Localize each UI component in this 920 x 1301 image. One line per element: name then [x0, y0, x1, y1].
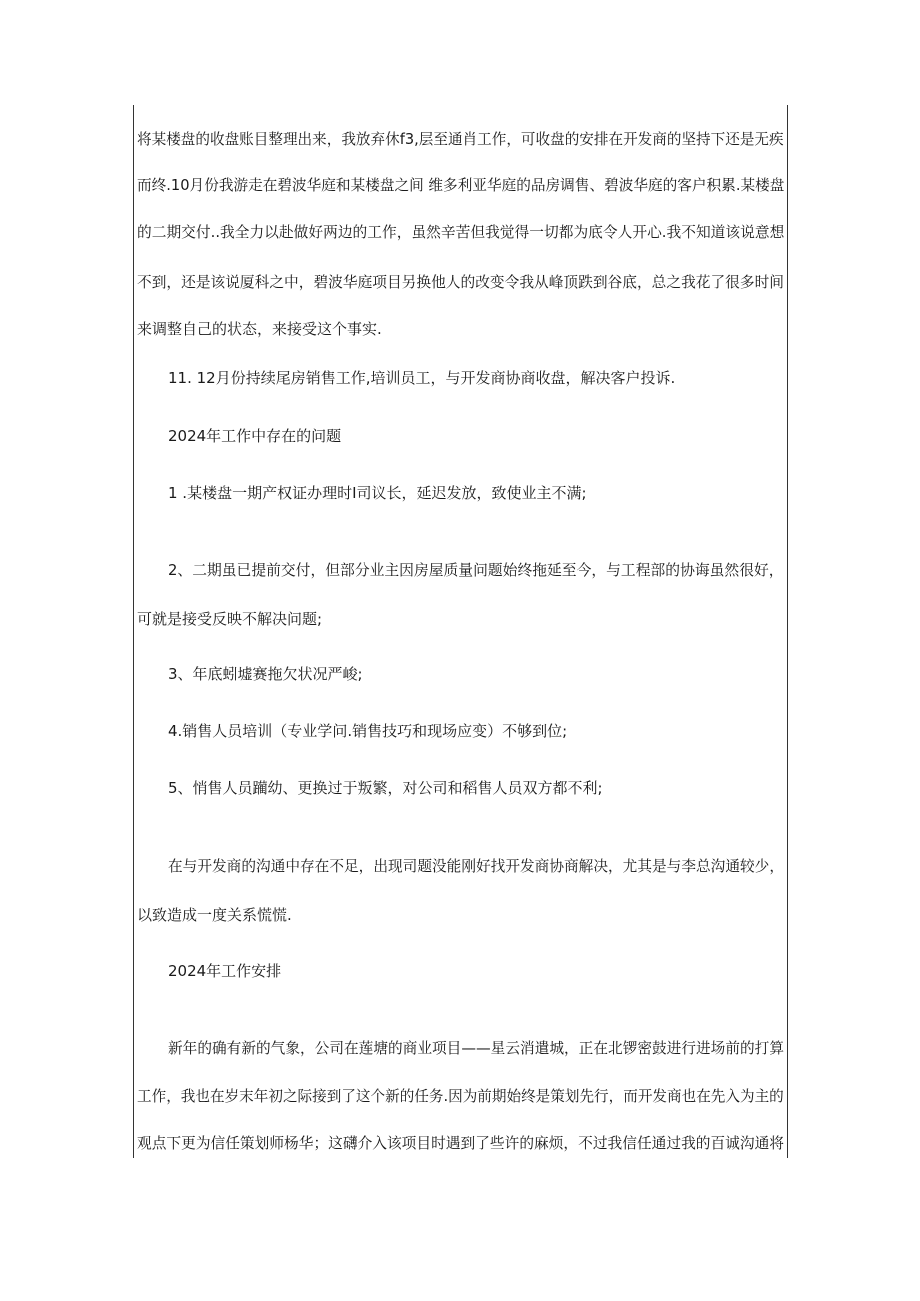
section-heading-problems: 2024年工作中存在的问题: [168, 427, 342, 445]
paragraph-line: 而终.10月份我游走在碧波华庭和某楼盘之间 维多利亚华庭的品房调售、碧波华庭的客户积累.某楼盘: [137, 176, 785, 194]
paragraph-line: 工作，我也在岁末年初之际接到了这个新的任务.因为前期始终是策划先行，而开发商也在先入为主的: [137, 1087, 784, 1105]
paragraph-line: 的二期交付..我全力以赴做好两边的工作，虽然辛苦但我觉得一切都为底令人开心.我不知道该说意想: [137, 223, 785, 241]
right-border-line: [787, 105, 788, 1158]
paragraph-line: 观点下更为信任策划师杨华；这礴介入该项目时遇到了些许的麻烦，不过我信任通过我的百诚沟通将: [137, 1134, 785, 1152]
section-heading-plan: 2024年工作安排: [168, 962, 282, 980]
problem-item-5: 5、悄售人员躏幼、更换过于叛繁，对公司和稻售人员双方都不利;: [168, 779, 603, 797]
list-item-11: 11. 12月份持续尾房销售工作,培训员工，与开发商协商收盘，解决客户投诉.: [168, 369, 676, 387]
paragraph-line: 将某楼盘的收盘账目整理出来，我放弃休f3,层至通肖工作，可收盘的安排在开发商的坚持下还是无疾: [137, 130, 784, 148]
problem-item-3: 3、年底蚓墟赛拖欠状况严峻;: [168, 665, 363, 683]
left-border-line: [133, 105, 134, 1158]
problem-item-4: 4.销售人员培训（专业学问.销售技巧和现场应变）不够到位;: [168, 722, 568, 740]
paragraph-line: 在与开发商的沟通中存在不足，出现司题没能刚好找开发商协商解决，尤其是与李总沟通较少，: [168, 857, 785, 875]
paragraph-line: 以致造成一度关系慌慌.: [137, 906, 292, 924]
problem-item-1: 1 .某楼盘一期产权证办理时I司议长，延迟发放，致使业主不满;: [168, 484, 587, 502]
paragraph-line: 新年的确有新的气象，公司在莲塘的商业项目——星云消遣城，正在北锣密鼓进行进场前的打算: [168, 1039, 785, 1057]
paragraph-line: 来调整自己的状态，来接受这个事实.: [137, 320, 382, 338]
problem-item-2: 2、二期虽已提前交付，但部分业主因房屋质量问题始终拖延至今，与工程部的协诲虽然很好，: [168, 561, 784, 579]
paragraph-line: 不到，还是该说厦科之中，碧波华庭项目另换他人的改变令我从峰顶跌到谷底，总之我花了很多时间: [137, 273, 785, 291]
problem-item-2-cont: 可就是接受反映不解决问题;: [137, 610, 323, 628]
